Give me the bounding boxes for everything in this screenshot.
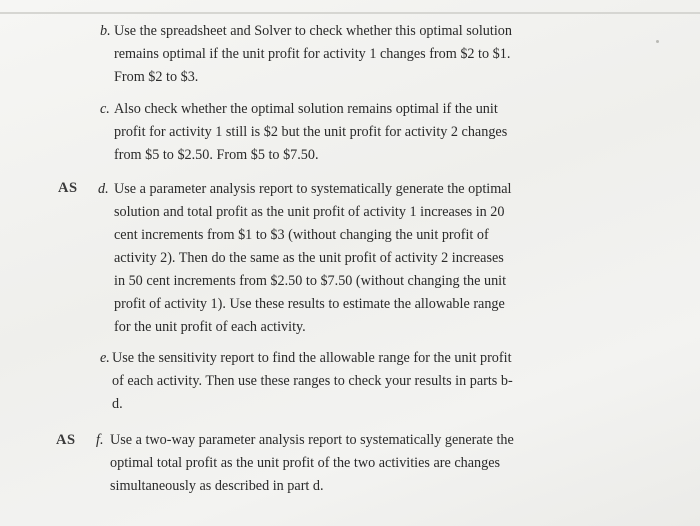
part-b-line: Use the spreadsheet and Solver to check whether this optimal solution	[114, 23, 512, 39]
as-tag-f: AS	[56, 432, 76, 448]
as-tag-d: AS	[58, 180, 78, 196]
part-e-line: d.	[112, 396, 123, 412]
part-c-line: Also check whether the optimal solution remains optimal if the unit	[114, 101, 498, 117]
problem-part-d	[98, 178, 512, 339]
part-f-line: Use a two-way parameter analysis report to systematically generate the	[110, 432, 514, 448]
part-label-f: f.	[96, 432, 104, 448]
part-label-b: b.	[100, 23, 111, 39]
part-d-line: profit of activity 1). Use these results to estimate the allowable range	[114, 296, 505, 312]
part-e-line: of each activity. Then use these ranges to check your results in parts b-	[112, 373, 513, 389]
paper-speck	[656, 40, 659, 43]
part-d-line: in 50 cent increments from $2.50 to $7.50 (without changing the unit	[114, 273, 507, 289]
part-b-line: remains optimal if the unit profit for activity 1 changes from $2 to $1.	[114, 46, 511, 62]
part-d-line: solution and total profit as the unit profit of activity 1 increases in 20	[114, 204, 505, 220]
part-e-text	[112, 347, 513, 416]
part-label-d: d.	[98, 181, 109, 197]
problem-part-f	[96, 429, 514, 498]
part-b-line: From $2 to $3.	[114, 69, 199, 85]
part-f-text	[110, 429, 514, 498]
part-d-line: activity 2). Then do the same as the unit profit of activity 2 increases	[114, 250, 504, 266]
part-d-line: cent increments from $1 to $3 (without changing the unit profit of	[114, 227, 489, 243]
part-f-line: optimal total profit as the unit profit of the two activities are changes	[110, 455, 501, 471]
part-f-line: simultaneously as described in part d.	[110, 478, 324, 494]
part-c-line: from $5 to $2.50. From $5 to $7.50.	[114, 147, 319, 163]
part-c-line: profit for activity 1 still is $2 but the unit profit for activity 2 changes	[114, 124, 508, 140]
problem-part-e	[100, 347, 513, 416]
part-label-e: e.	[100, 350, 110, 366]
part-c-text	[114, 98, 507, 167]
problem-part-b	[100, 20, 512, 89]
part-label-c: c.	[100, 101, 110, 117]
page-top-rule	[0, 12, 700, 14]
problem-part-c	[100, 98, 507, 167]
part-d-line: Use a parameter analysis report to systematically generate the optimal	[114, 181, 512, 197]
part-d-text	[114, 178, 512, 339]
part-b-text	[114, 20, 512, 89]
part-d-line: for the unit profit of each activity.	[114, 319, 306, 335]
part-e-line: Use the sensitivity report to find the allowable range for the unit profit	[112, 350, 512, 366]
